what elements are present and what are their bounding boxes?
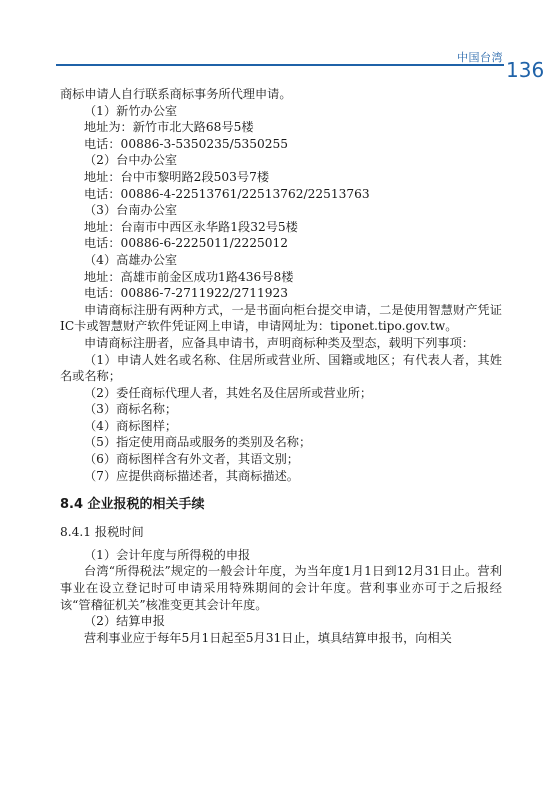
office-address-kaohsiung: 地址：高雄市前金区成功1路436号8楼 (84, 269, 294, 284)
office-heading-tainan: （3）台南办公室 (84, 203, 178, 218)
office-heading-hsinchu: （1）新竹办公室 (84, 103, 178, 118)
list-item: （2）委任商标代理人者，其姓名及住居所或营业所； (84, 385, 373, 400)
list-item: （7）应提供商标描述者，其商标描述。 (84, 468, 299, 483)
paragraph-fiscal-year: 台湾“所得税法”规定的一般会计年度，为当年度1月1日到12月31日止。营利事业在设立登记时可申请采用特殊期间的会计年度。营利事业亦可于之后报经该“管稽征机关”核准变更其会计年度。 (60, 564, 502, 612)
tax-item-heading: （2）结算申报 (84, 614, 165, 629)
header-rule (56, 64, 504, 66)
page-header (0, 0, 559, 80)
office-phone-taichung: 电话：00886-4-22513761/22513762/22513763 (84, 186, 370, 201)
list-item: （4）商标图样； (84, 418, 178, 433)
tax-item-heading: （1）会计年度与所得税的申报 (84, 547, 251, 562)
paragraph-apply-methods: 申请商标注册有两种方式，一是书面向柜台提交申请，二是使用智慧财产凭证IC卡或智慧财产软件凭证网上申请，申请网址为：tiponet.tipo.gov.tw。 (60, 302, 502, 334)
paragraph-final-filing: 营利事业应于每年5月1日起至5月31日止，填具结算申报书，向相关 (84, 630, 452, 645)
office-phone-tainan: 电话：00886-6-2225011/2225012 (84, 236, 288, 251)
header-region-label: 中国台湾 (457, 51, 503, 64)
office-phone-kaohsiung: 电话：00886-7-2711922/2711923 (84, 286, 288, 301)
paragraph-items-intro: 申请商标注册者，应备具申请书，声明商标种类及型态，载明下列事项： (84, 335, 474, 350)
list-item: （1）申请人姓名或名称、住居所或营业所、国籍或地区；有代表人者，其姓名或名称； (60, 352, 502, 384)
list-item: （5）指定使用商品或服务的类别及名称； (84, 435, 312, 450)
page-body (60, 86, 502, 646)
list-item: （3）商标名称； (84, 402, 178, 417)
subsection-title: 8.4.1 报税时间 (60, 525, 144, 540)
office-address-taichung: 地址：台中市黎明路2段503号7楼 (84, 169, 270, 184)
body-line: 商标申请人自行联系商标事务所代理申请。 (60, 87, 292, 101)
section-title: 8.4 企业报税的相关手续 (60, 497, 205, 513)
page-number: 136 (506, 58, 545, 82)
office-address-tainan: 地址：台南市中西区永华路1段32号5楼 (84, 219, 298, 234)
list-item: （6）商标图样含有外文者，其语文别； (84, 452, 299, 467)
office-heading-taichung: （2）台中办公室 (84, 153, 178, 168)
office-phone-hsinchu: 电话：00886-3-5350235/5350255 (84, 136, 288, 151)
office-address-hsinchu: 地址为：新竹市北大路68号5楼 (84, 120, 254, 135)
office-heading-kaohsiung: （4）高雄办公室 (84, 252, 178, 267)
